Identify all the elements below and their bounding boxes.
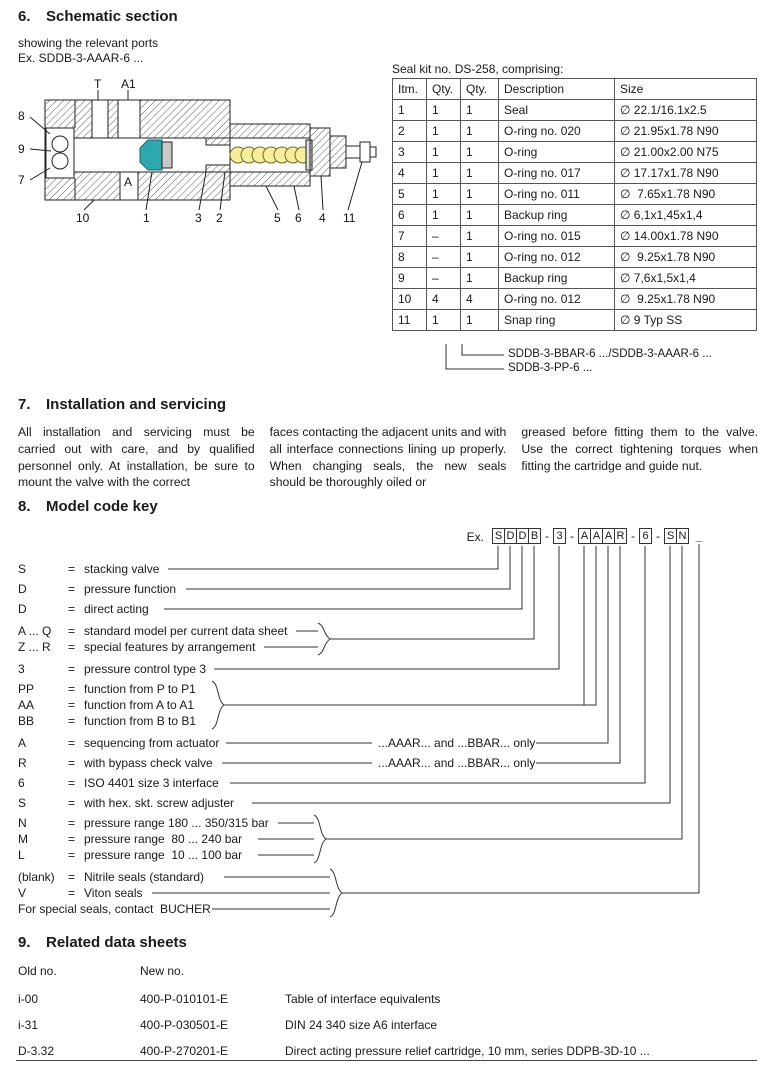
code-description: function from P to P1 [84, 682, 196, 696]
equals-sign: = [68, 796, 76, 810]
code-description: pressure range 10 ... 100 bar [84, 848, 243, 862]
code-description: function from B to B1 [84, 714, 197, 728]
code-box: D [504, 528, 517, 544]
table-cell: O-ring no. 012 [499, 247, 615, 268]
model-code-row [18, 796, 234, 810]
table-row [393, 121, 757, 142]
item-label-8: 8 [18, 109, 25, 123]
table-cell: 8 [393, 247, 427, 268]
table-cell: 4 [427, 289, 461, 310]
code-description: sequencing from actuator [84, 736, 220, 750]
code-letter: PP [18, 682, 35, 696]
table-row [393, 268, 757, 289]
table-cell: 1 [461, 268, 499, 289]
code-description: pressure range 80 ... 240 bar [84, 832, 243, 846]
column-header: Qty. [461, 79, 499, 100]
section7-title: Installation and servicing [46, 396, 227, 413]
code-letter: Z ... R [18, 640, 51, 654]
code-letter: M [18, 832, 28, 846]
example-label: Ex. [466, 530, 484, 544]
equals-sign: = [68, 848, 76, 862]
variant-note-1: SDDB-3-BBAR-6 .../SDDB-3-AAAR-6 ... [508, 348, 712, 360]
code-letter: L [18, 848, 25, 862]
model-code-row [18, 848, 242, 862]
code-separator: - [545, 529, 549, 543]
code-letter: AA [18, 698, 35, 712]
table-cell: ∅ 9.25x1.78 N90 [615, 247, 757, 268]
code-letter: (blank) [18, 870, 55, 884]
table-cell: 1 [427, 205, 461, 226]
code-description: special features by arrangement [84, 640, 256, 654]
restriction-note: ...AAAR... and ...BBAR... only [378, 756, 536, 770]
model-code-row [18, 602, 149, 616]
code-description: pressure control type 3 [84, 662, 207, 676]
related-data-sheets [18, 964, 758, 1060]
code-letter: 6 [18, 776, 25, 790]
table-cell: O-ring no. 012 [499, 289, 615, 310]
code-blank-slot: _ [695, 529, 703, 543]
code-letter: S [18, 796, 27, 810]
table-cell: 10 [393, 289, 427, 310]
section6-intro [18, 36, 158, 66]
port-label-A1: A1 [121, 77, 136, 91]
special-seals-text: For special seals, contact BUCHER [18, 902, 211, 916]
table-cell: 7 [393, 226, 427, 247]
code-description: standard model per current data sheet [84, 624, 288, 638]
code-box: 3 [553, 528, 566, 544]
paragraph-column-2: faces contacting the adjacent units and with all interface connections lining up properly. When changing seals, the new seals should be thoroughly oiled or [269, 425, 507, 490]
adjuster-screw [360, 142, 370, 162]
model-code-row [18, 816, 269, 830]
special-seals-line [18, 902, 211, 916]
table-cell: ∅ 22.1/16.1x2.5 [615, 100, 757, 121]
table-cell: 1 [461, 205, 499, 226]
table-cell: 2 [393, 121, 427, 142]
section7-body [18, 424, 758, 491]
code-box: N [676, 528, 689, 544]
guide-nut [310, 128, 330, 176]
port-label-A: A [124, 175, 133, 189]
model-code-row [18, 682, 196, 696]
code-box: R [614, 528, 627, 544]
table-cell: ∅ 9 Typ SS [615, 310, 757, 331]
code-separator: - [570, 529, 574, 543]
model-code-key [18, 518, 758, 922]
section6-title: Schematic section [46, 8, 178, 25]
code-separator: - [656, 529, 660, 543]
table-cell: 1 [393, 100, 427, 121]
model-code-row [18, 886, 142, 900]
new-number: 400-P-030501-E [140, 1018, 229, 1032]
old-number: D-3.32 [18, 1044, 55, 1058]
section7-heading [18, 396, 226, 413]
code-description: Nitrile seals (standard) [84, 870, 205, 884]
column-header: Size [615, 79, 757, 100]
table-cell: O-ring no. 015 [499, 226, 615, 247]
table-cell: 1 [461, 100, 499, 121]
cartridge-housing [230, 124, 310, 138]
code-letter: D [18, 602, 27, 616]
old-number: i-00 [18, 992, 39, 1006]
equals-sign: = [68, 756, 76, 770]
item-label-1: 1 [143, 211, 150, 225]
table-row [393, 289, 757, 310]
table-cell: ∅ 14.00x1.78 N90 [615, 226, 757, 247]
table-header-row [393, 79, 757, 100]
restriction-note: ...AAAR... and ...BBAR... only [378, 736, 536, 750]
code-description: ISO 4401 size 3 interface [84, 776, 219, 790]
equals-sign: = [68, 736, 76, 750]
code-box: D [516, 528, 529, 544]
new-number: 400-P-270201-E [140, 1044, 229, 1058]
section9-number: 9. [18, 934, 31, 951]
model-code-row [18, 736, 219, 750]
table-cell: ∅ 9.25x1.78 N90 [615, 289, 757, 310]
section8-heading [18, 498, 158, 515]
equals-sign: = [68, 640, 76, 654]
table-cell: 1 [427, 121, 461, 142]
section6-heading [18, 8, 178, 25]
table-cell: 1 [427, 100, 461, 121]
model-code-row [18, 832, 242, 846]
paragraph-column-1: All installation and servicing must be carried out with care, and by qualified personnel only. At installation, be sure to mount the valve with the correct [18, 425, 255, 490]
code-letter: S [18, 562, 27, 576]
table-row [393, 184, 757, 205]
intro-line2: Ex. SDDB-3-AAAR-6 ... [18, 51, 144, 65]
table-cell: ∅ 7.65x1.78 N90 [615, 184, 757, 205]
table-cell: 6 [393, 205, 427, 226]
table-cell: Backup ring [499, 268, 615, 289]
code-description: pressure range 180 ... 350/315 bar [84, 816, 269, 830]
code-description: stacking valve [84, 562, 160, 576]
equals-sign: = [68, 682, 76, 696]
code-description: pressure function [84, 582, 177, 596]
model-code-row [18, 640, 255, 654]
table-cell: 4 [393, 163, 427, 184]
section8-title: Model code key [46, 498, 158, 515]
equals-sign: = [68, 776, 76, 790]
table-cell: – [427, 268, 461, 289]
code-description: function from A to A1 [84, 698, 195, 712]
table-cell: 1 [427, 184, 461, 205]
table-cell: ∅ 7,6x1,5x1,4 [615, 268, 757, 289]
table-cell: 4 [461, 289, 499, 310]
table-cell: O-ring [499, 142, 615, 163]
section8-number: 8. [18, 498, 31, 515]
model-code-row [18, 624, 287, 638]
equals-sign: = [68, 562, 76, 576]
table-row [393, 142, 757, 163]
table-cell: 1 [427, 142, 461, 163]
section9-heading [18, 934, 187, 951]
seal-kit-title: Seal kit no. DS-258, comprising: [392, 62, 564, 76]
data-sheet-description: Table of interface equivalents [285, 992, 441, 1006]
data-sheet-description: DIN 24 340 size A6 interface [285, 1018, 438, 1032]
equals-sign: = [68, 624, 76, 638]
code-separator: - [631, 529, 635, 543]
model-code-row [18, 662, 206, 676]
table-cell: – [427, 226, 461, 247]
code-description: direct acting [84, 602, 149, 616]
table-cell: Seal [499, 100, 615, 121]
table-cell: 11 [393, 310, 427, 331]
model-code-row [18, 562, 159, 576]
item-label-5: 5 [274, 211, 281, 225]
table-cell: Backup ring [499, 205, 615, 226]
equals-sign: = [68, 698, 76, 712]
equals-sign: = [68, 602, 76, 616]
poppet [140, 140, 162, 170]
item-label-2: 2 [216, 211, 223, 225]
paragraph-column-3: greased before fitting them to the valve. Use the correct tightening torques when fitting the cartridge and guide nut. [521, 425, 759, 473]
table-row [393, 247, 757, 268]
code-letter: V [18, 886, 27, 900]
equals-sign: = [68, 886, 76, 900]
table-cell: Snap ring [499, 310, 615, 331]
table-cell: 1 [461, 247, 499, 268]
table-cell: 1 [461, 142, 499, 163]
code-box: B [528, 528, 541, 544]
table-cell: O-ring no. 017 [499, 163, 615, 184]
seal-kit-table [392, 78, 757, 331]
table-cell: O-ring no. 020 [499, 121, 615, 142]
seal-kit-variants [392, 344, 756, 380]
port-label-T: T [94, 77, 102, 91]
code-box: A [578, 528, 591, 544]
model-code-row [18, 756, 213, 770]
code-letter: A ... Q [18, 624, 52, 638]
table-row [393, 163, 757, 184]
equals-sign: = [68, 662, 76, 676]
item-label-6: 6 [295, 211, 302, 225]
item-label-3: 3 [195, 211, 202, 225]
table-cell: 1 [461, 163, 499, 184]
code-letter: N [18, 816, 27, 830]
table-row [393, 100, 757, 121]
model-code-row [18, 776, 219, 790]
section6-number: 6. [18, 8, 31, 25]
section9-title: Related data sheets [46, 934, 187, 951]
table-cell: 9 [393, 268, 427, 289]
table-cell: 1 [427, 310, 461, 331]
table-cell: ∅ 21.00x2.00 N75 [615, 142, 757, 163]
table-cell: O-ring no. 011 [499, 184, 615, 205]
table-cell: 1 [427, 163, 461, 184]
code-letter: BB [18, 714, 35, 728]
model-code-row [18, 870, 204, 884]
column-header: Description [499, 79, 615, 100]
equals-sign: = [68, 582, 76, 596]
intro-line1: showing the relevant ports [18, 36, 159, 50]
table-cell: 3 [393, 142, 427, 163]
code-box: S [492, 528, 505, 544]
code-description: with bypass check valve [84, 756, 213, 770]
code-box: A [602, 528, 615, 544]
item-label-4: 4 [319, 211, 326, 225]
table-cell: ∅ 21.95x1.78 N90 [615, 121, 757, 142]
item-label-11: 11 [343, 211, 356, 225]
table-row [393, 226, 757, 247]
table-row [393, 205, 757, 226]
code-description: with hex. skt. screw adjuster [84, 796, 235, 810]
item-label-9: 9 [18, 142, 25, 156]
table-cell: – [427, 247, 461, 268]
table-cell: 1 [461, 121, 499, 142]
table-row [393, 310, 757, 331]
table-cell: 1 [461, 226, 499, 247]
code-letter: R [18, 756, 27, 770]
table-cell: ∅ 17.17x1.78 N90 [615, 163, 757, 184]
model-code-row [18, 714, 196, 728]
section7-number: 7. [18, 396, 31, 413]
column-header-new-no: New no. [140, 964, 185, 978]
item-label-10: 10 [76, 211, 90, 225]
schematic-drawing [10, 76, 382, 228]
column-header-old-no: Old no. [18, 964, 57, 978]
item-label-7: 7 [18, 173, 25, 187]
new-number: 400-P-010101-E [140, 992, 229, 1006]
code-box: A [590, 528, 603, 544]
table-cell: 1 [461, 184, 499, 205]
data-sheet-description: Direct acting pressure relief cartridge, 10 mm, series DDPB-3D-10 ... [285, 1044, 650, 1058]
code-letter: 3 [18, 662, 25, 676]
variant-note-2: SDDB-3-PP-6 ... [508, 362, 593, 374]
page-bottom-rule [16, 1060, 757, 1061]
code-letter: A [18, 736, 27, 750]
code-box: S [664, 528, 677, 544]
old-number: i-31 [18, 1018, 39, 1032]
check-ball [52, 136, 68, 152]
equals-sign: = [68, 714, 76, 728]
table-cell: ∅ 6,1x1,45x1,4 [615, 205, 757, 226]
column-header: Itm. [393, 79, 427, 100]
code-box: 6 [639, 528, 652, 544]
equals-sign: = [68, 870, 76, 884]
column-header: Qty. [427, 79, 461, 100]
table-cell: 5 [393, 184, 427, 205]
model-code-row [18, 698, 194, 712]
equals-sign: = [68, 832, 76, 846]
table-cell: 1 [461, 310, 499, 331]
equals-sign: = [68, 816, 76, 830]
code-description: Viton seals [84, 886, 143, 900]
code-letter: D [18, 582, 27, 596]
model-code-row [18, 582, 176, 596]
